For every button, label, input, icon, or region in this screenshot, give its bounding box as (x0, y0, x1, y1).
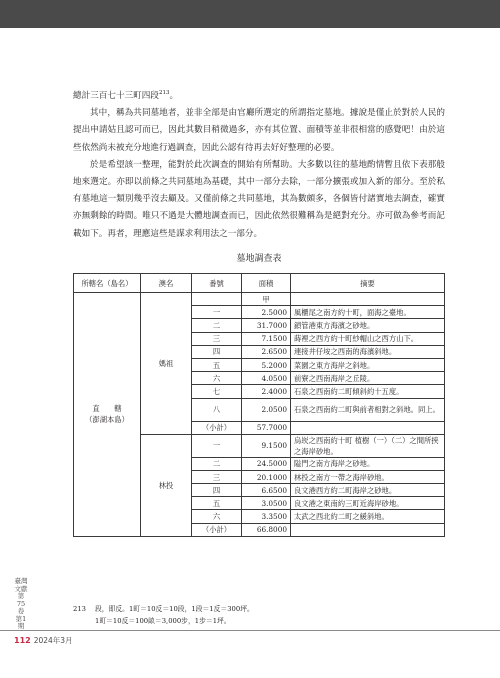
summary-cell: 石泉之西南約二町傾斜約十五度。 (291, 385, 445, 398)
page-body (73, 88, 445, 537)
village-cell: 林投 (141, 434, 192, 536)
summary-cell (291, 421, 445, 434)
subtotal-label: （小計） (192, 421, 242, 434)
footnote-number: 213 (73, 605, 86, 613)
total-line (73, 88, 445, 105)
area-cell: 4.0500 (242, 372, 291, 385)
footnote-ref[interactable]: 213 (158, 90, 170, 97)
jurisdiction-name: 直 轄 (92, 404, 122, 414)
summary-cell: 太武之西北約二町之緩斜地。 (291, 510, 445, 523)
number-cell (192, 293, 242, 306)
subtotal-value: 57.7000 (242, 421, 291, 434)
table-header-row (74, 274, 445, 293)
top-band (0, 0, 500, 28)
area-cell: 20.1000 (242, 470, 291, 483)
number-cell: 二 (192, 457, 242, 470)
area-cell: 24.5000 (242, 457, 291, 470)
cemetery-table (73, 273, 445, 537)
footnote-text-2: 1町＝10反＝100畝＝3,000步，1步＝1坪。 (95, 616, 231, 625)
subtotal-value: 66.8000 (242, 523, 291, 536)
issue-date: 2024年3月 (33, 636, 73, 645)
col-header-jurisdiction: 所轄名（島名） (74, 274, 141, 293)
number-cell: 六 (192, 510, 242, 523)
footnote (73, 604, 453, 627)
area-cell: 3.3500 (242, 510, 291, 523)
summary-cell: 烏崁之西南約十町 植樹（一）（二）之間所挾之海岸砂地。 (291, 434, 445, 457)
summary-cell (291, 293, 445, 306)
summary-cell: 前寮之西南海岸之丘陵。 (291, 372, 445, 385)
table-row (74, 293, 445, 306)
area-cell: 9.1500 (242, 434, 291, 457)
col-header-area: 面積 (242, 274, 291, 293)
number-cell: 四 (192, 345, 242, 358)
footer-rule (0, 630, 500, 631)
number-cell: 五 (192, 358, 242, 371)
footnote-line-1 (73, 604, 453, 616)
number-cell: 四 (192, 484, 242, 497)
subtotal-label: （小計） (192, 523, 242, 536)
col-header-number: 番號 (192, 274, 242, 293)
summary-cell (291, 523, 445, 536)
area-cell: 7.1500 (242, 332, 291, 345)
summary-cell: 菜園之東方海岸之斜地。 (291, 358, 445, 371)
folio (14, 635, 73, 646)
number-cell: 七 (192, 385, 242, 398)
journal-sidebar: 臺灣文獻 第75卷 第1期 (14, 577, 28, 630)
number-cell: 八 (192, 398, 242, 421)
area-cell: 2.5000 (242, 306, 291, 319)
area-cell: 31.7000 (242, 319, 291, 332)
paragraph-2: 於是希望該一整理，能對於此次調查的開始有所幫助。大多數以往的墓地酌情暫且依下表那般地來選定。亦即以前條之共同墓地為基礎，其中一部分去除，一部分擴張或加入新的部分。至於私有墓地這一類別幾乎沒去顧及。又僅前條之共同墓地，其為數頗多，各個皆付諸實地去調查，確實亦無剩餘的時間。唯只不過是大體地調查而已，因此依然很難稱為是絕對充分。亦可做為參考而記載如下。再者，理應這些是謀求利用法之一部分。 (73, 159, 445, 239)
summary-cell: 隘門之南方海岸之砂地。 (291, 457, 445, 470)
summary-cell: 風櫃尾之南方約十町，面海之臺地。 (291, 306, 445, 319)
paragraph-1: 其中，稱為共同墓地者，並非全部是由官廳所選定的所謂指定墓地。據說是僅止於對於人民的提出申請姑且認可而已，因此其數目稍微過多，亦有其位置、面積等並非很相當的感覺吧！由於這些依然尚未被充分地進行過調查，因此公認有待再去好好整理的必要。 (73, 108, 445, 153)
col-header-village: 澳名 (141, 274, 192, 293)
summary-cell: 良文港之東南約三町近海岸砂地。 (291, 497, 445, 510)
summary-cell: 連接井仔垵之西南的海濱斜地。 (291, 345, 445, 358)
number-cell: 三 (192, 332, 242, 345)
number-cell: 一 (192, 306, 242, 319)
footnote-text-1: 段，即反。1町＝10反＝10段，1段＝1反＝300坪。 (95, 605, 254, 613)
number-cell: 六 (192, 372, 242, 385)
number-cell: 三 (192, 470, 242, 483)
col-header-summary: 摘要 (291, 274, 445, 293)
total-end: 。 (169, 91, 179, 101)
village-cell: 媽祖 (141, 293, 192, 435)
summary-cell: 良文港西方約二町海岸之砂地。 (291, 484, 445, 497)
number-cell: 五 (192, 497, 242, 510)
area-cell: 2.0500 (242, 398, 291, 421)
footnote-line-2 (73, 616, 453, 628)
page-number: 112 (14, 636, 31, 645)
number-cell: 二 (192, 319, 242, 332)
number-cell: 一 (192, 434, 242, 457)
area-cell: 2.6500 (242, 345, 291, 358)
area-cell: 6.6500 (242, 484, 291, 497)
summary-cell: 石泉之西南約二町與前者相對之斜地。同上。 (291, 398, 445, 421)
table-caption: 墓地調查表 (236, 253, 282, 264)
area-cell: 3.0500 (242, 497, 291, 510)
area-cell: 2.4000 (242, 385, 291, 398)
summary-cell: 蒔裡之西方約十町紗帽山之西方山下。 (291, 332, 445, 345)
area-unit-cell: 甲 (242, 293, 291, 306)
summary-cell: 鎖管港東方海濱之砂地。 (291, 319, 445, 332)
summary-cell: 林投之南方一帶之海岸砂地。 (291, 470, 445, 483)
total-text: 總計三百七十三町四段 (73, 91, 159, 101)
island-name: （澎湖本島） (85, 415, 129, 425)
area-cell: 5.2000 (242, 358, 291, 371)
jurisdiction-cell (74, 293, 141, 537)
